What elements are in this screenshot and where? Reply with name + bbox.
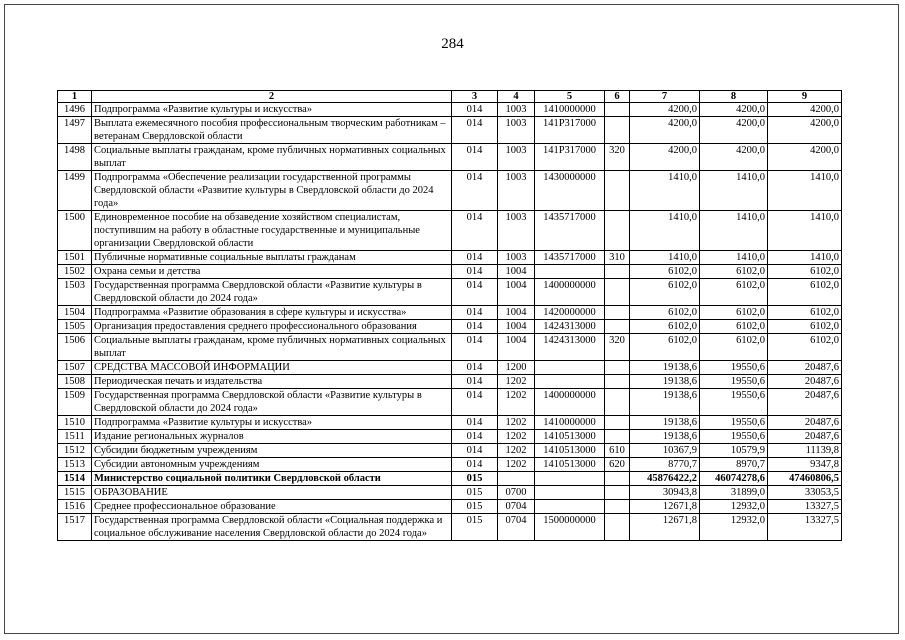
- target-article-cell: 1410000000: [535, 103, 605, 117]
- ministry-code-cell: 014: [452, 251, 498, 265]
- item-name-cell: Среднее профессиональное образование: [92, 500, 452, 514]
- expense-type-cell: [605, 117, 630, 144]
- ministry-code-cell: 014: [452, 265, 498, 279]
- amount-year2-cell: 1410,0: [700, 251, 768, 265]
- amount-year1-cell: 45876422,2: [630, 472, 700, 486]
- row-number-cell: 1508: [58, 375, 92, 389]
- ministry-code-cell: 015: [452, 486, 498, 500]
- item-name-cell: ОБРАЗОВАНИЕ: [92, 486, 452, 500]
- expense-type-cell: [605, 265, 630, 279]
- header-cell: 3: [452, 91, 498, 103]
- target-article-cell: 1410513000: [535, 458, 605, 472]
- ministry-code-cell: 014: [452, 306, 498, 320]
- table-row: [58, 375, 842, 389]
- target-article-cell: [535, 486, 605, 500]
- amount-year1-cell: 4200,0: [630, 144, 700, 171]
- table-row: [58, 389, 842, 416]
- amount-year3-cell: 6102,0: [768, 334, 842, 361]
- target-article-cell: 1400000000: [535, 279, 605, 306]
- table-row: [58, 279, 842, 306]
- row-number-cell: 1496: [58, 103, 92, 117]
- item-name-cell: Подпрограмма «Развитие культуры и искусства»: [92, 416, 452, 430]
- amount-year1-cell: 19138,6: [630, 430, 700, 444]
- amount-year2-cell: 6102,0: [700, 334, 768, 361]
- amount-year3-cell: 11139,8: [768, 444, 842, 458]
- item-name-cell: Подпрограмма «Обеспечение реализации государственной программы Свердловской области «Развитие культуры в Свердловской области до 2024 года»: [92, 171, 452, 211]
- expense-type-cell: [605, 211, 630, 251]
- row-number-cell: 1497: [58, 117, 92, 144]
- amount-year1-cell: 19138,6: [630, 416, 700, 430]
- header-cell: 1: [58, 91, 92, 103]
- amount-year2-cell: 12932,0: [700, 500, 768, 514]
- header-cell: 4: [498, 91, 535, 103]
- amount-year3-cell: 6102,0: [768, 279, 842, 306]
- table-row: [58, 500, 842, 514]
- section-code-cell: 0704: [498, 514, 535, 541]
- amount-year1-cell: 6102,0: [630, 306, 700, 320]
- amount-year3-cell: 4200,0: [768, 117, 842, 144]
- ministry-code-cell: 015: [452, 472, 498, 486]
- amount-year3-cell: 9347,8: [768, 458, 842, 472]
- ministry-code-cell: 015: [452, 514, 498, 541]
- section-code-cell: 1004: [498, 320, 535, 334]
- target-article-cell: 1500000000: [535, 514, 605, 541]
- amount-year3-cell: 4200,0: [768, 144, 842, 171]
- amount-year1-cell: 19138,6: [630, 361, 700, 375]
- section-code-cell: 1202: [498, 444, 535, 458]
- amount-year2-cell: 46074278,6: [700, 472, 768, 486]
- section-code-cell: 1004: [498, 265, 535, 279]
- row-number-cell: 1503: [58, 279, 92, 306]
- item-name-cell: Выплата ежемесячного пособия профессиональным творческим работникам – ветеранам Свердловской области: [92, 117, 452, 144]
- section-code-cell: 1003: [498, 171, 535, 211]
- amount-year2-cell: 19550,6: [700, 430, 768, 444]
- amount-year3-cell: 20487,6: [768, 416, 842, 430]
- ministry-code-cell: 014: [452, 320, 498, 334]
- expense-type-cell: [605, 389, 630, 416]
- item-name-cell: Социальные выплаты гражданам, кроме публичных нормативных социальных выплат: [92, 144, 452, 171]
- table-row: [58, 171, 842, 211]
- ministry-code-cell: 014: [452, 361, 498, 375]
- amount-year3-cell: 20487,6: [768, 430, 842, 444]
- row-number-cell: 1509: [58, 389, 92, 416]
- amount-year2-cell: 6102,0: [700, 279, 768, 306]
- amount-year2-cell: 19550,6: [700, 416, 768, 430]
- amount-year3-cell: 33053,5: [768, 486, 842, 500]
- expense-type-cell: 320: [605, 144, 630, 171]
- expense-type-cell: [605, 320, 630, 334]
- item-name-cell: Социальные выплаты гражданам, кроме публичных нормативных социальных выплат: [92, 334, 452, 361]
- amount-year1-cell: 6102,0: [630, 265, 700, 279]
- expense-type-cell: [605, 171, 630, 211]
- item-name-cell: Государственная программа Свердловской области «Социальная поддержка и социальное обслуживание населения Свердловской области до 2024 года»: [92, 514, 452, 541]
- expense-type-cell: [605, 500, 630, 514]
- amount-year2-cell: 10579,9: [700, 444, 768, 458]
- item-name-cell: Единовременное пособие на обзаведение хозяйством специалистам, поступившим на работу в областные государственные и муниципальные организации Свердловской области: [92, 211, 452, 251]
- amount-year1-cell: 1410,0: [630, 251, 700, 265]
- amount-year2-cell: 8970,7: [700, 458, 768, 472]
- expense-type-cell: [605, 306, 630, 320]
- item-name-cell: Государственная программа Свердловской области «Развитие культуры в Свердловской области до 2024 года»: [92, 389, 452, 416]
- ministry-code-cell: 015: [452, 500, 498, 514]
- budget-table: [57, 90, 842, 541]
- section-code-cell: 0700: [498, 486, 535, 500]
- ministry-code-cell: 014: [452, 458, 498, 472]
- amount-year1-cell: 4200,0: [630, 103, 700, 117]
- table-row: [58, 306, 842, 320]
- target-article-cell: [535, 265, 605, 279]
- header-cell: 2: [92, 91, 452, 103]
- row-number-cell: 1502: [58, 265, 92, 279]
- expense-type-cell: [605, 103, 630, 117]
- item-name-cell: Подпрограмма «Развитие культуры и искусства»: [92, 103, 452, 117]
- expense-type-cell: [605, 430, 630, 444]
- ministry-code-cell: 014: [452, 444, 498, 458]
- section-code-cell: 1202: [498, 458, 535, 472]
- amount-year1-cell: 8770,7: [630, 458, 700, 472]
- ministry-code-cell: 014: [452, 430, 498, 444]
- expense-type-cell: 620: [605, 458, 630, 472]
- amount-year3-cell: 1410,0: [768, 251, 842, 265]
- section-code-cell: 1202: [498, 430, 535, 444]
- target-article-cell: 1430000000: [535, 171, 605, 211]
- amount-year3-cell: 20487,6: [768, 389, 842, 416]
- amount-year2-cell: 6102,0: [700, 265, 768, 279]
- section-code-cell: [498, 472, 535, 486]
- expense-type-cell: [605, 361, 630, 375]
- ministry-code-cell: 014: [452, 375, 498, 389]
- item-name-cell: Субсидии бюджетным учреждениям: [92, 444, 452, 458]
- amount-year2-cell: 6102,0: [700, 306, 768, 320]
- section-code-cell: 1200: [498, 361, 535, 375]
- table-row: [58, 103, 842, 117]
- amount-year2-cell: 6102,0: [700, 320, 768, 334]
- amount-year1-cell: 1410,0: [630, 171, 700, 211]
- expense-type-cell: [605, 514, 630, 541]
- amount-year2-cell: 4200,0: [700, 117, 768, 144]
- table-row: [58, 251, 842, 265]
- section-code-cell: 1202: [498, 375, 535, 389]
- expense-type-cell: [605, 279, 630, 306]
- table-row: [58, 416, 842, 430]
- target-article-cell: 1400000000: [535, 389, 605, 416]
- amount-year1-cell: 19138,6: [630, 375, 700, 389]
- amount-year3-cell: 1410,0: [768, 171, 842, 211]
- row-number-cell: 1505: [58, 320, 92, 334]
- table-body: [58, 103, 842, 541]
- row-number-cell: 1517: [58, 514, 92, 541]
- ministry-code-cell: 014: [452, 103, 498, 117]
- amount-year1-cell: 6102,0: [630, 320, 700, 334]
- table-row: [58, 117, 842, 144]
- section-code-cell: 0704: [498, 500, 535, 514]
- row-number-cell: 1514: [58, 472, 92, 486]
- section-code-cell: 1003: [498, 117, 535, 144]
- table-row: [58, 444, 842, 458]
- row-number-cell: 1501: [58, 251, 92, 265]
- amount-year3-cell: 4200,0: [768, 103, 842, 117]
- table-row: [58, 144, 842, 171]
- amount-year3-cell: 1410,0: [768, 211, 842, 251]
- target-article-cell: [535, 375, 605, 389]
- ministry-code-cell: 014: [452, 144, 498, 171]
- row-number-cell: 1511: [58, 430, 92, 444]
- target-article-cell: 1435717000: [535, 251, 605, 265]
- item-name-cell: СРЕДСТВА МАССОВОЙ ИНФОРМАЦИИ: [92, 361, 452, 375]
- amount-year2-cell: 31899,0: [700, 486, 768, 500]
- amount-year2-cell: 4200,0: [700, 144, 768, 171]
- page-number: 284: [441, 36, 464, 52]
- amount-year3-cell: 6102,0: [768, 306, 842, 320]
- row-number-cell: 1499: [58, 171, 92, 211]
- item-name-cell: Охрана семьи и детства: [92, 265, 452, 279]
- amount-year3-cell: 6102,0: [768, 265, 842, 279]
- amount-year2-cell: 4200,0: [700, 103, 768, 117]
- section-code-cell: 1004: [498, 306, 535, 320]
- expense-type-cell: [605, 416, 630, 430]
- amount-year3-cell: 13327,5: [768, 514, 842, 541]
- item-name-cell: Публичные нормативные социальные выплаты гражданам: [92, 251, 452, 265]
- amount-year2-cell: 12932,0: [700, 514, 768, 541]
- section-code-cell: 1004: [498, 279, 535, 306]
- header-cell: 6: [605, 91, 630, 103]
- table-row: [58, 458, 842, 472]
- expense-type-cell: 610: [605, 444, 630, 458]
- amount-year2-cell: 19550,6: [700, 375, 768, 389]
- amount-year1-cell: 19138,6: [630, 389, 700, 416]
- row-number-cell: 1515: [58, 486, 92, 500]
- ministry-code-cell: 014: [452, 416, 498, 430]
- section-code-cell: 1003: [498, 211, 535, 251]
- section-code-cell: 1003: [498, 251, 535, 265]
- target-article-cell: 141P317000: [535, 144, 605, 171]
- target-article-cell: 141P317000: [535, 117, 605, 144]
- section-code-cell: 1003: [498, 103, 535, 117]
- table-row: [58, 320, 842, 334]
- target-article-cell: 1424313000: [535, 334, 605, 361]
- section-code-cell: 1003: [498, 144, 535, 171]
- ministry-code-cell: 014: [452, 171, 498, 211]
- target-article-cell: [535, 500, 605, 514]
- amount-year1-cell: 30943,8: [630, 486, 700, 500]
- amount-year3-cell: 20487,6: [768, 361, 842, 375]
- target-article-cell: [535, 361, 605, 375]
- header-cell: 8: [700, 91, 768, 103]
- row-number-cell: 1516: [58, 500, 92, 514]
- amount-year1-cell: 1410,0: [630, 211, 700, 251]
- amount-year2-cell: 1410,0: [700, 171, 768, 211]
- section-code-cell: 1202: [498, 416, 535, 430]
- item-name-cell: Подпрограмма «Развитие образования в сфере культуры и искусства»: [92, 306, 452, 320]
- row-number-cell: 1498: [58, 144, 92, 171]
- amount-year2-cell: 19550,6: [700, 389, 768, 416]
- table-row: [58, 472, 842, 486]
- row-number-cell: 1512: [58, 444, 92, 458]
- item-name-cell: Издание региональных журналов: [92, 430, 452, 444]
- item-name-cell: Субсидии автономным учреждениям: [92, 458, 452, 472]
- ministry-code-cell: 014: [452, 117, 498, 144]
- expense-type-cell: [605, 486, 630, 500]
- ministry-code-cell: 014: [452, 279, 498, 306]
- header-row: [58, 91, 842, 103]
- amount-year2-cell: 19550,6: [700, 361, 768, 375]
- target-article-cell: [535, 472, 605, 486]
- header-cell: 5: [535, 91, 605, 103]
- amount-year3-cell: 13327,5: [768, 500, 842, 514]
- expense-type-cell: [605, 375, 630, 389]
- target-article-cell: 1410513000: [535, 430, 605, 444]
- table-row: [58, 430, 842, 444]
- item-name-cell: Государственная программа Свердловской области «Развитие культуры в Свердловской области до 2024 года»: [92, 279, 452, 306]
- ministry-code-cell: 014: [452, 334, 498, 361]
- table-row: [58, 514, 842, 541]
- item-name-cell: Министерство социальной политики Свердловской области: [92, 472, 452, 486]
- target-article-cell: 1410000000: [535, 416, 605, 430]
- target-article-cell: 1424313000: [535, 320, 605, 334]
- target-article-cell: 1435717000: [535, 211, 605, 251]
- expense-type-cell: 310: [605, 251, 630, 265]
- table-row: [58, 211, 842, 251]
- target-article-cell: 1420000000: [535, 306, 605, 320]
- amount-year1-cell: 6102,0: [630, 279, 700, 306]
- section-code-cell: 1004: [498, 334, 535, 361]
- item-name-cell: Периодическая печать и издательства: [92, 375, 452, 389]
- item-name-cell: Организация предоставления среднего профессионального образования: [92, 320, 452, 334]
- amount-year1-cell: 4200,0: [630, 117, 700, 144]
- table-row: [58, 486, 842, 500]
- row-number-cell: 1500: [58, 211, 92, 251]
- expense-type-cell: [605, 472, 630, 486]
- ministry-code-cell: 014: [452, 389, 498, 416]
- header-cell: 7: [630, 91, 700, 103]
- amount-year3-cell: 47460806,5: [768, 472, 842, 486]
- expense-type-cell: 320: [605, 334, 630, 361]
- ministry-code-cell: 014: [452, 211, 498, 251]
- amount-year3-cell: 20487,6: [768, 375, 842, 389]
- amount-year1-cell: 12671,8: [630, 514, 700, 541]
- amount-year2-cell: 1410,0: [700, 211, 768, 251]
- header-cell: 9: [768, 91, 842, 103]
- section-code-cell: 1202: [498, 389, 535, 416]
- row-number-cell: 1513: [58, 458, 92, 472]
- amount-year1-cell: 6102,0: [630, 334, 700, 361]
- row-number-cell: 1507: [58, 361, 92, 375]
- target-article-cell: 1410513000: [535, 444, 605, 458]
- table-row: [58, 361, 842, 375]
- table-row: [58, 265, 842, 279]
- table-row: [58, 334, 842, 361]
- amount-year1-cell: 12671,8: [630, 500, 700, 514]
- row-number-cell: 1506: [58, 334, 92, 361]
- amount-year1-cell: 10367,9: [630, 444, 700, 458]
- row-number-cell: 1504: [58, 306, 92, 320]
- amount-year3-cell: 6102,0: [768, 320, 842, 334]
- row-number-cell: 1510: [58, 416, 92, 430]
